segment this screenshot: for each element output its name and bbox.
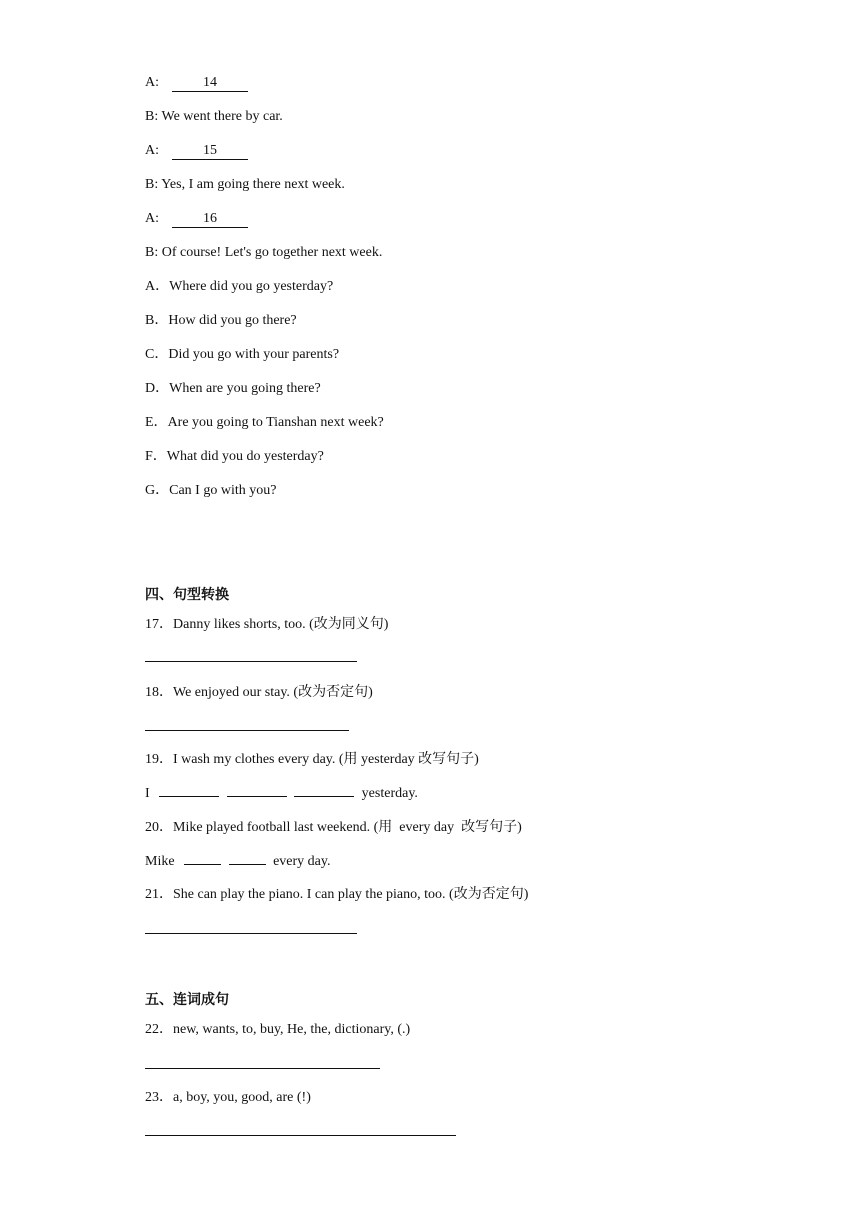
answer-blank-19-1[interactable] bbox=[159, 795, 219, 797]
question-21 bbox=[145, 886, 528, 904]
section-4-heading: 四、句型转换 bbox=[145, 587, 229, 603]
question-text: I wash my clothes every day. (用 yesterday 改写句子) bbox=[173, 752, 479, 767]
option-letter: E． bbox=[145, 415, 168, 430]
answer-blank-20-2[interactable] bbox=[229, 863, 266, 865]
question-22 bbox=[145, 1021, 410, 1039]
answer-prefix: I bbox=[145, 786, 150, 801]
question-17 bbox=[145, 616, 388, 634]
answer-line-23[interactable] bbox=[145, 1135, 456, 1136]
question-text: a, boy, you, good, are (!) bbox=[173, 1090, 311, 1105]
option-letter: G． bbox=[145, 483, 170, 498]
question-20 bbox=[145, 819, 522, 837]
option-letter: D． bbox=[145, 381, 170, 396]
question-number: 17． bbox=[145, 617, 173, 632]
dialogue-text: Yes, I am going there next week. bbox=[161, 177, 345, 192]
option-text: Are you going to Tianshan next week? bbox=[167, 415, 384, 430]
option-text: What did you do yesterday? bbox=[166, 449, 324, 464]
question-text: Mike played football last weekend. (用 every day 改写句子) bbox=[173, 820, 522, 835]
option-text: How did you go there? bbox=[168, 313, 297, 328]
option-letter: F． bbox=[145, 449, 167, 464]
option-f bbox=[145, 448, 324, 466]
speaker-label: A: bbox=[145, 211, 159, 226]
speaker-label: B: bbox=[145, 245, 159, 260]
dialogue-line-16 bbox=[145, 210, 248, 228]
answer-blank-19-2[interactable] bbox=[227, 795, 287, 797]
question-text: new, wants, to, buy, He, the, dictionary, (.) bbox=[173, 1022, 411, 1037]
option-d bbox=[145, 380, 321, 398]
answer-blank-19-3[interactable] bbox=[294, 795, 354, 797]
answer-suffix: yesterday. bbox=[361, 786, 418, 801]
question-number: 20． bbox=[145, 820, 173, 835]
answer-line-22[interactable] bbox=[145, 1068, 380, 1069]
option-a bbox=[145, 278, 333, 296]
option-letter: B． bbox=[145, 313, 169, 328]
question-number: 21． bbox=[145, 887, 173, 902]
dialogue-line-14 bbox=[145, 74, 248, 92]
option-text: When are you going there? bbox=[169, 381, 321, 396]
answer-line-21[interactable] bbox=[145, 933, 357, 934]
option-g bbox=[145, 482, 276, 500]
dialogue-text: We went there by car. bbox=[161, 109, 283, 124]
question-text: She can play the piano. I can play the piano, too. (改为否定句) bbox=[173, 887, 529, 902]
dialogue-line-b3 bbox=[145, 244, 382, 262]
speaker-label: B: bbox=[145, 177, 159, 192]
dialogue-line-15 bbox=[145, 142, 248, 160]
dialogue-line-b1 bbox=[145, 108, 283, 126]
answer-line-18[interactable] bbox=[145, 730, 349, 731]
option-c bbox=[145, 346, 339, 364]
question-number: 22． bbox=[145, 1022, 173, 1037]
blank-16: 16 bbox=[172, 211, 248, 228]
question-23 bbox=[145, 1089, 311, 1107]
blank-14: 14 bbox=[172, 75, 248, 92]
question-number: 18． bbox=[145, 685, 173, 700]
option-letter: A． bbox=[145, 279, 170, 294]
answer-line-17[interactable] bbox=[145, 661, 357, 662]
option-e bbox=[145, 414, 384, 432]
speaker-label: B: bbox=[145, 109, 159, 124]
dialogue-line-b2 bbox=[145, 176, 345, 194]
question-text: We enjoyed our stay. (改为否定句) bbox=[173, 685, 373, 700]
option-text: Did you go with your parents? bbox=[168, 347, 340, 362]
option-b bbox=[145, 312, 297, 330]
speaker-label: A: bbox=[145, 143, 159, 158]
speaker-label: A: bbox=[145, 75, 159, 90]
question-19-answer bbox=[145, 785, 418, 803]
option-text: Can I go with you? bbox=[169, 483, 277, 498]
question-number: 23． bbox=[145, 1090, 173, 1105]
question-text: Danny likes shorts, too. (改为同义句) bbox=[173, 617, 389, 632]
question-20-answer bbox=[145, 853, 330, 871]
answer-prefix: Mike bbox=[145, 854, 175, 869]
answer-blank-20-1[interactable] bbox=[184, 863, 221, 865]
question-number: 19． bbox=[145, 752, 173, 767]
question-19 bbox=[145, 751, 479, 769]
section-5-heading: 五、连词成句 bbox=[145, 992, 229, 1008]
answer-suffix: every day. bbox=[273, 854, 331, 869]
dialogue-text: Of course! Let's go together next week. bbox=[161, 245, 383, 260]
question-18 bbox=[145, 684, 373, 702]
option-letter: C． bbox=[145, 347, 169, 362]
option-text: Where did you go yesterday? bbox=[169, 279, 334, 294]
blank-15: 15 bbox=[172, 143, 248, 160]
